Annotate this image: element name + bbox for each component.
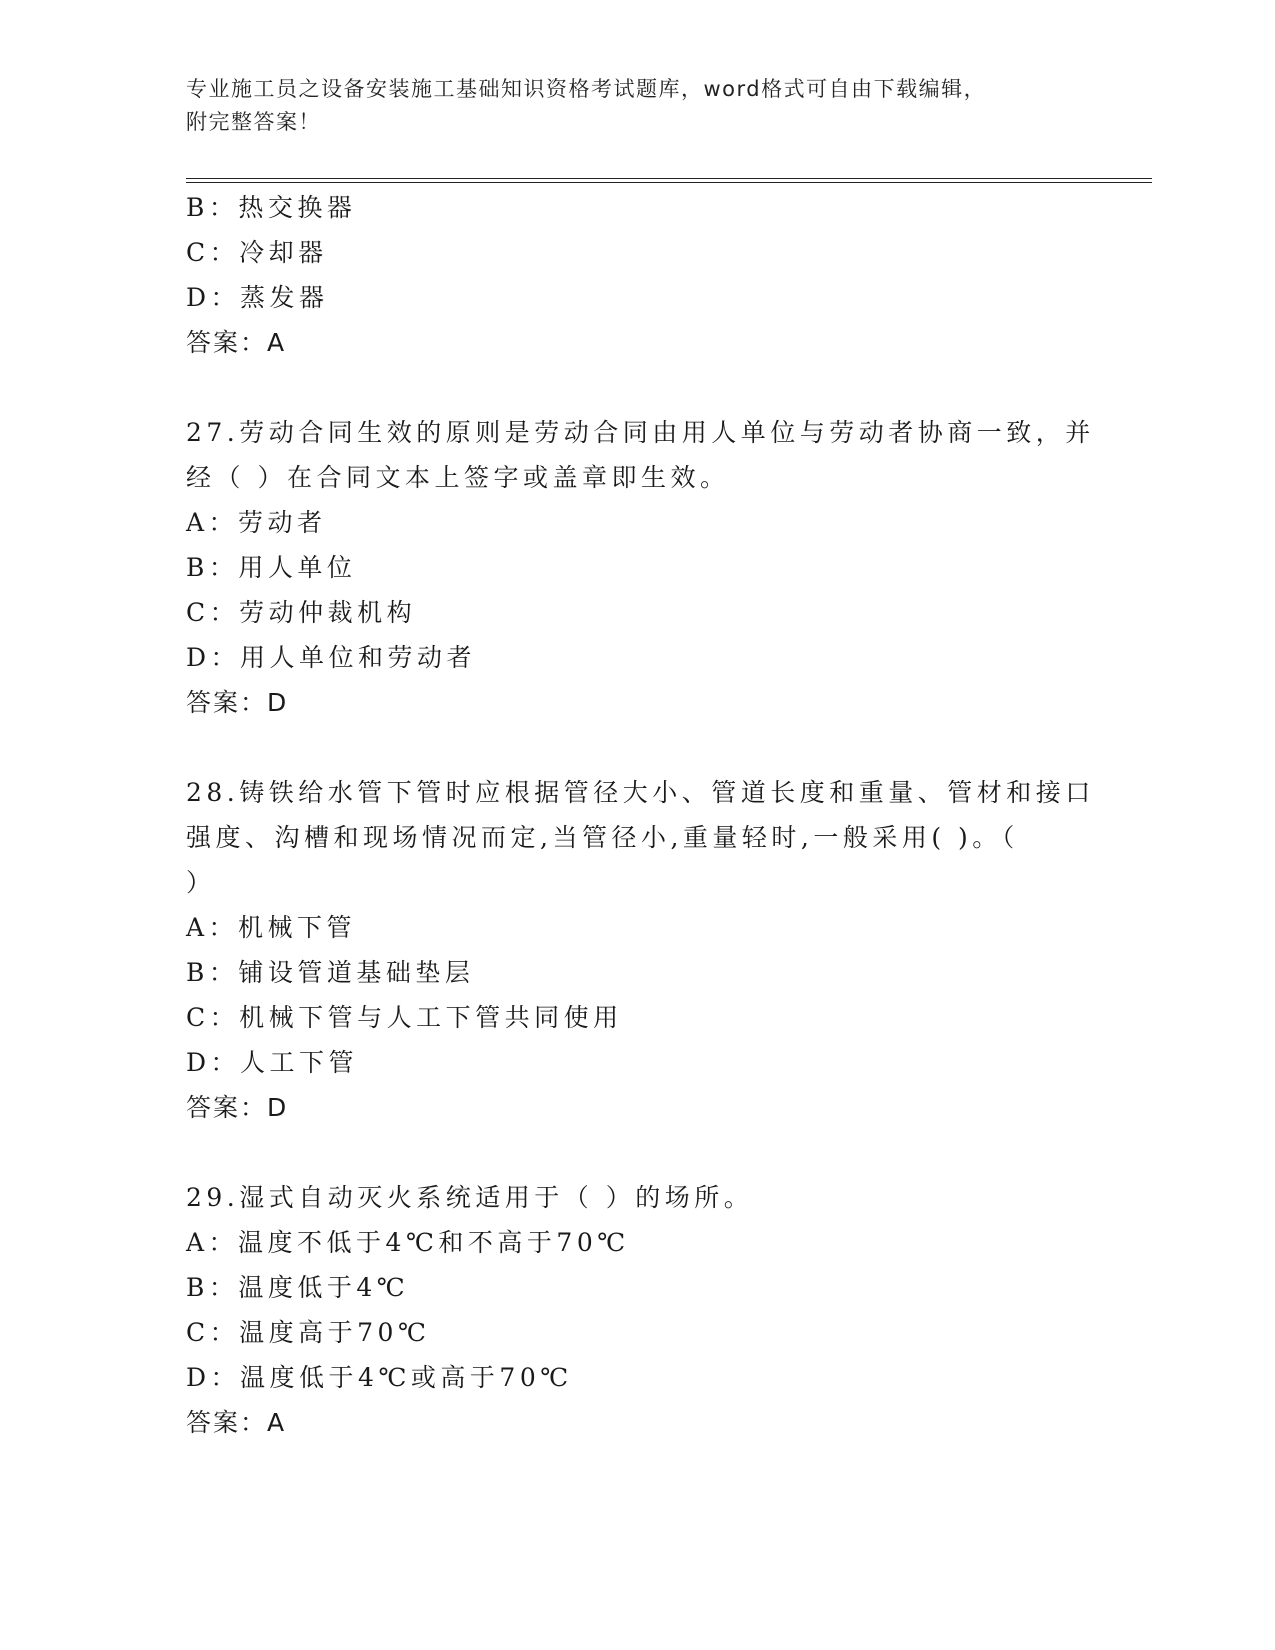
header-line-2: 附完整答案！ [186, 110, 321, 134]
option-b: B：铺设管道基础垫层 [186, 958, 475, 987]
option-b: B：温度低于4℃ [186, 1273, 410, 1302]
option-b: B：热交换器 [186, 193, 357, 222]
option-c: C：劳动仲裁机构 [186, 598, 417, 627]
header-line-1: 专业施工员之设备安装施工基础知识资格考试题库，word格式可自由下载编辑， [186, 77, 987, 101]
question-stem-line: 29.湿式自动灭火系统适用于（ ）的场所。 [186, 1183, 754, 1212]
question-stem-line: 经（ ）在合同文本上签字或盖章即生效。 [186, 463, 730, 492]
question-stem-line: 27.劳动合同生效的原则是劳动合同由用人单位与劳动者协商一致，并 [186, 418, 1095, 447]
question-stem-line: 强度、沟槽和现场情况而定,当管径小,重量轻时,一般采用( )。（ [186, 823, 1019, 852]
document-header [186, 73, 1086, 139]
option-d: D：用人单位和劳动者 [186, 643, 477, 672]
question-stem-line: 28.铸铁给水管下管时应根据管径大小、管道长度和重量、管材和接口 [186, 778, 1095, 807]
question-stem-line: ） [186, 868, 216, 897]
option-a: A：机械下管 [186, 913, 357, 942]
option-c: C：温度高于70℃ [186, 1318, 431, 1347]
answer-line: 答案：A [186, 328, 287, 357]
option-c: C：冷却器 [186, 238, 328, 267]
option-d: D：蒸发器 [186, 283, 329, 312]
option-a: A：温度不低于4℃和不高于70℃ [186, 1228, 630, 1257]
option-d: D：温度低于4℃或高于70℃ [186, 1363, 573, 1392]
option-c: C：机械下管与人工下管共同使用 [186, 1003, 623, 1032]
option-b: B：用人单位 [186, 553, 357, 582]
option-d: D：人工下管 [186, 1048, 359, 1077]
header-divider-bottom [186, 182, 1152, 183]
answer-line: 答案：A [186, 1408, 287, 1437]
answer-line: 答案：D [186, 688, 289, 717]
answer-line: 答案：D [186, 1093, 289, 1122]
option-a: A：劳动者 [186, 508, 327, 537]
header-divider-top [186, 178, 1152, 179]
